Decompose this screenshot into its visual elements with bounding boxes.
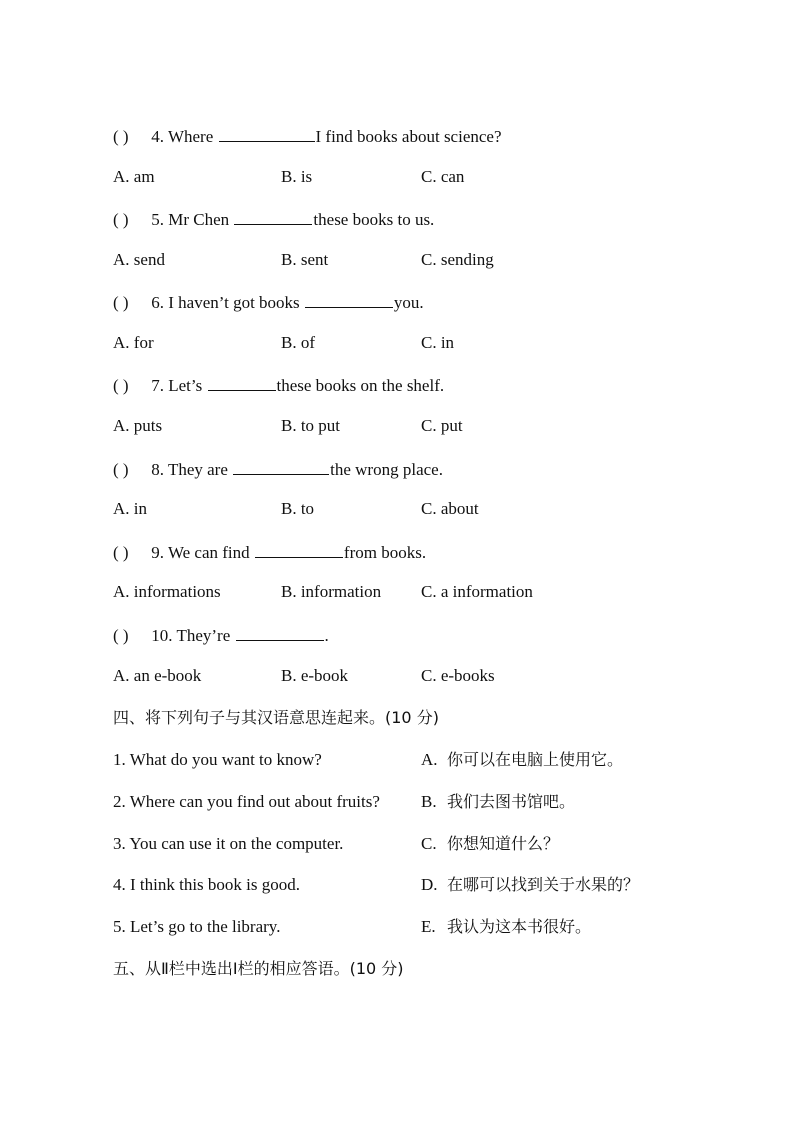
option-b: B. is [281, 167, 313, 186]
answer-blank [305, 289, 393, 308]
option-a: A. am [113, 167, 155, 186]
match-row-1 [113, 748, 713, 772]
option-c: C. put [421, 416, 463, 435]
option-b: B. of [281, 333, 315, 352]
match-chinese: 我们去图书馆吧。 [447, 792, 576, 811]
match-sentence: 2. Where can you find out about fruits? [113, 792, 380, 811]
option-c: C. e-books [421, 666, 495, 685]
question-text-after: these books to us. [313, 210, 435, 229]
match-chinese: 你可以在电脑上使用它。 [447, 750, 624, 769]
answer-paren: ( ) [113, 293, 129, 312]
question-text-before: They’re [176, 626, 231, 645]
match-row-4 [113, 873, 713, 897]
answer-blank [208, 372, 276, 391]
match-translation [421, 790, 575, 814]
option-b: B. information [281, 582, 382, 601]
answer-paren: ( ) [113, 626, 129, 645]
question-5 [113, 206, 434, 230]
option-a: A. in [113, 499, 147, 518]
question-text-before: Where [167, 127, 214, 146]
option-c: C. can [421, 167, 465, 186]
question-9 [113, 539, 426, 563]
option-c: C. about [421, 499, 479, 518]
option-a: A. send [113, 250, 165, 269]
option-a: A. an e-book [113, 666, 202, 685]
answer-paren: ( ) [113, 127, 129, 146]
answer-blank [233, 456, 329, 475]
match-sentence: 4. I think this book is good. [113, 875, 301, 894]
question-7 [113, 372, 444, 396]
answer-paren: ( ) [113, 460, 129, 479]
match-translation [421, 915, 591, 939]
match-sentence: 5. Let’s go to the library. [113, 917, 281, 936]
answer-blank [219, 123, 315, 142]
question-text-before: They are [167, 460, 228, 479]
question-10 [113, 622, 329, 646]
question-text-after: from books. [343, 543, 427, 562]
match-letter: C. [421, 834, 437, 853]
option-b: B. to put [281, 416, 341, 435]
question-number: 7. [151, 376, 164, 395]
answer-blank [234, 206, 312, 225]
option-c: C. in [421, 333, 455, 352]
question-number: 8. [151, 460, 164, 479]
match-sentence: 1. What do you want to know? [113, 750, 322, 769]
question-text-before: Let’s [168, 376, 203, 395]
answer-blank [255, 539, 343, 558]
option-b: B. to [281, 499, 315, 518]
question-number: 10. [151, 626, 173, 645]
question-text-after: these books on the shelf. [276, 376, 445, 395]
match-letter: B. [421, 792, 437, 811]
question-number: 9. [151, 543, 164, 562]
question-6 [113, 289, 424, 313]
answer-paren: ( ) [113, 210, 129, 229]
question-text-before: Mr Chen [168, 210, 230, 229]
match-sentence: 3. You can use it on the computer. [113, 834, 344, 853]
answer-paren: ( ) [113, 376, 129, 395]
question-text-before: We can find [167, 543, 250, 562]
question-4 [113, 123, 502, 147]
question-text-before: I haven’t got books [168, 293, 300, 312]
question-number: 4. [151, 127, 164, 146]
match-chinese: 我认为这本书很好。 [447, 917, 592, 936]
question-number: 6. [151, 293, 164, 312]
match-letter: D. [421, 875, 438, 894]
match-row-5 [113, 915, 713, 939]
answer-paren: ( ) [113, 543, 129, 562]
option-a: A. informations [113, 582, 221, 601]
match-row-2 [113, 790, 713, 814]
option-a: A. for [113, 333, 154, 352]
match-row-3 [113, 832, 713, 856]
match-letter: A. [421, 750, 438, 769]
question-number: 5. [151, 210, 164, 229]
answer-blank [236, 622, 324, 641]
option-b: B. sent [281, 250, 329, 269]
option-c: C. sending [421, 250, 494, 269]
question-text-after: the wrong place. [330, 460, 443, 479]
match-translation [421, 873, 639, 897]
question-text-after: I find books about science? [315, 127, 502, 146]
option-c: C. a information [421, 582, 533, 601]
question-text-after: you. [393, 293, 424, 312]
option-b: B. e-book [281, 666, 349, 685]
match-translation [421, 832, 559, 856]
section-4-title: 四、将下列句子与其汉语意思连起来。(10 分) [113, 708, 439, 727]
question-text-after: . [324, 626, 329, 645]
question-8 [113, 456, 443, 480]
match-chinese: 你想知道什么？ [447, 834, 560, 853]
match-letter: E. [421, 917, 436, 936]
match-translation [421, 748, 623, 772]
option-a: A. puts [113, 416, 163, 435]
section-5-title: 五、从Ⅱ栏中选出Ⅰ栏的相应答语。(10 分) [113, 959, 404, 978]
match-chinese: 在哪可以找到关于水果的？ [447, 875, 640, 894]
